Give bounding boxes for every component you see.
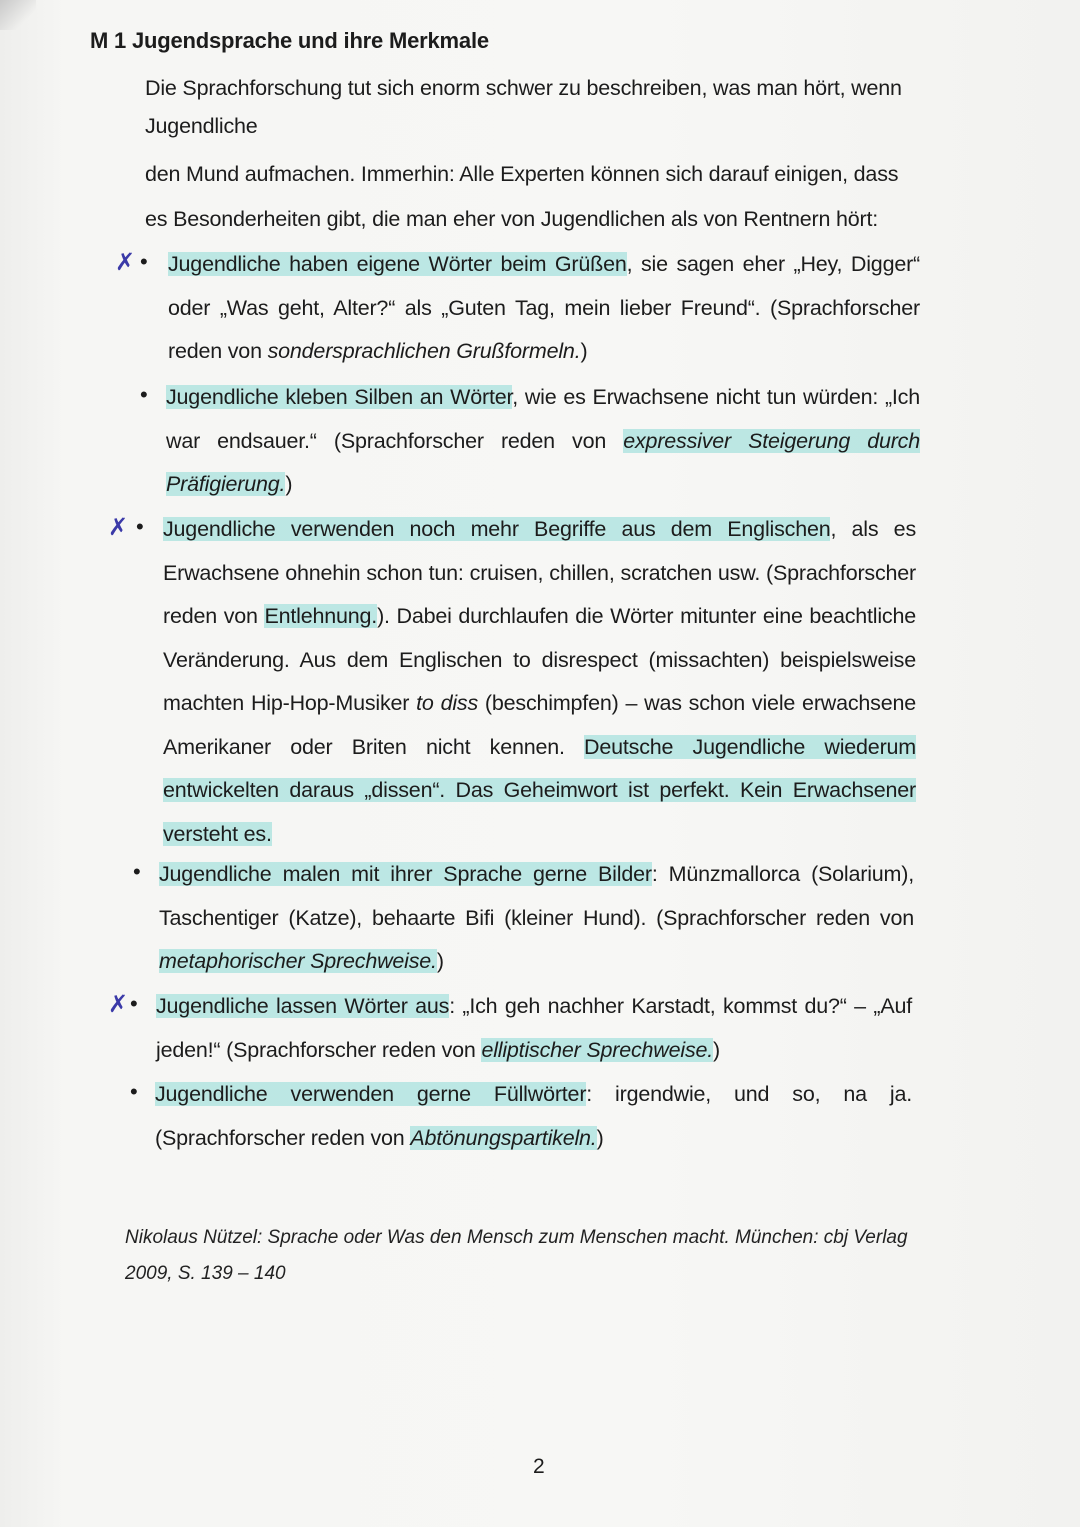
- bullet-icon: •: [140, 249, 148, 274]
- bullet-icon: •: [136, 514, 144, 539]
- intro-line-2: Jugendliche: [145, 114, 258, 138]
- bullet-icon: •: [133, 859, 141, 884]
- source-citation: Nikolaus Nützel: Sprache oder Was den Mensch zum Menschen macht. München: cbj Verlag 2009, S. 139 – 140: [125, 1227, 908, 1284]
- bullet-icon: •: [130, 991, 138, 1016]
- page-title: M 1 Jugendsprache und ihre Merkmale: [90, 28, 489, 53]
- list-item-4: Jugendliche malen mit ihrer Sprache gerne Bilder: Münzmallorca (Solarium), Taschentiger (Katze), behaarte Bifi (kleiner Hund). (Sprachforscher reden von metaphorischer Sprechweise.): [159, 862, 914, 973]
- scan-corner-shadow: [0, 0, 36, 30]
- highlighted-phrase: Jugendliche haben eigene Wörter beim Grüßen: [168, 252, 627, 276]
- list-item-3: Jugendliche verwenden noch mehr Begriffe aus dem Englischen, als es Erwachsene ohnehin schon tun: cruisen, chillen, scratchen usw. (Sprachforscher reden von Entlehnung.). Dabei durchlaufen die Wörter mitunter eine beachtliche Veränderung. Aus dem Englischen to disrespect (missachten) beispielsweise machten Hip-Hop-Musiker to diss (beschimpfen) – was schon viele erwachsene Amerikaner oder Briten nicht kennen. Deutsche Jugendliche wiederum entwickelten daraus „dissen“. Das Geheimwort ist perfekt. Kein Erwachsener versteht es.: [163, 517, 916, 846]
- highlighted-phrase: Jugendliche verwenden noch mehr Begriffe aus dem Englischen: [163, 517, 831, 541]
- list-item-6: Jugendliche verwenden gerne Füllwörter: irgendwie, und so, na ja. (Sprachforscher reden von Abtönungspartikeln.): [155, 1082, 912, 1150]
- x-mark-icon: ✗: [115, 248, 136, 276]
- x-mark-icon: ✗: [108, 513, 129, 541]
- linguistic-term: sondersprachlichen Grußformeln.: [267, 339, 581, 363]
- intro-line-4: es Besonderheiten gibt, die man eher von Jugendlichen als von Rentnern hört:: [145, 207, 879, 231]
- bullet-icon: •: [140, 382, 148, 407]
- highlighted-phrase: Jugendliche lassen Wörter aus: [156, 994, 450, 1018]
- page-number: 2: [533, 1455, 545, 1478]
- list-item-5: Jugendliche lassen Wörter aus: „Ich geh nachher Karstadt, kommst du?“ – „Auf jeden!“ (Sprachforscher reden von elliptischer Sprechweise.): [156, 994, 912, 1062]
- linguistic-term: expressiver Steigerung durch Präfigierung.: [166, 428, 920, 496]
- highlighted-phrase: Deutsche Jugendliche wiederum entwickelten daraus „dissen“. Das Geheimwort ist perfekt. Kein Erwachsener versteht es.: [163, 734, 916, 846]
- linguistic-term: Entlehnung.: [264, 604, 378, 628]
- highlighted-phrase: Jugendliche kleben Silben an Wörter: [166, 385, 513, 409]
- highlighted-phrase: Jugendliche verwenden gerne Füllwörter: [155, 1082, 587, 1106]
- x-mark-icon: ✗: [108, 990, 129, 1018]
- intro-line-3: den Mund aufmachen. Immerhin: Alle Experten können sich darauf einigen, dass: [145, 162, 899, 186]
- linguistic-term: metaphorischer Sprechweise.: [159, 949, 437, 973]
- linguistic-term: Abtönungspartikeln.: [410, 1125, 597, 1150]
- intro-line-1: Die Sprachforschung tut sich enorm schwer zu beschreiben, was man hört, wenn: [145, 76, 902, 100]
- list-item-2: Jugendliche kleben Silben an Wörter, wie es Erwachsene nicht tun würden: „Ich war endsauer.“ (Sprachforscher reden von expressiver Steigerung durch Präfigierung.): [166, 385, 920, 496]
- linguistic-term: elliptischer Sprechweise.: [481, 1037, 714, 1062]
- bullet-icon: •: [130, 1079, 138, 1104]
- highlighted-phrase: Jugendliche malen mit ihrer Sprache gerne Bilder: [159, 862, 652, 886]
- english-example: to diss: [416, 691, 479, 715]
- list-item-1: Jugendliche haben eigene Wörter beim Grüßen, sie sagen eher „Hey, Digger“ oder „Was geht, Alter?“ als „Guten Tag, mein lieber Freund“. (Sprachforscher reden von sondersprachlichen Grußformeln.): [168, 252, 920, 363]
